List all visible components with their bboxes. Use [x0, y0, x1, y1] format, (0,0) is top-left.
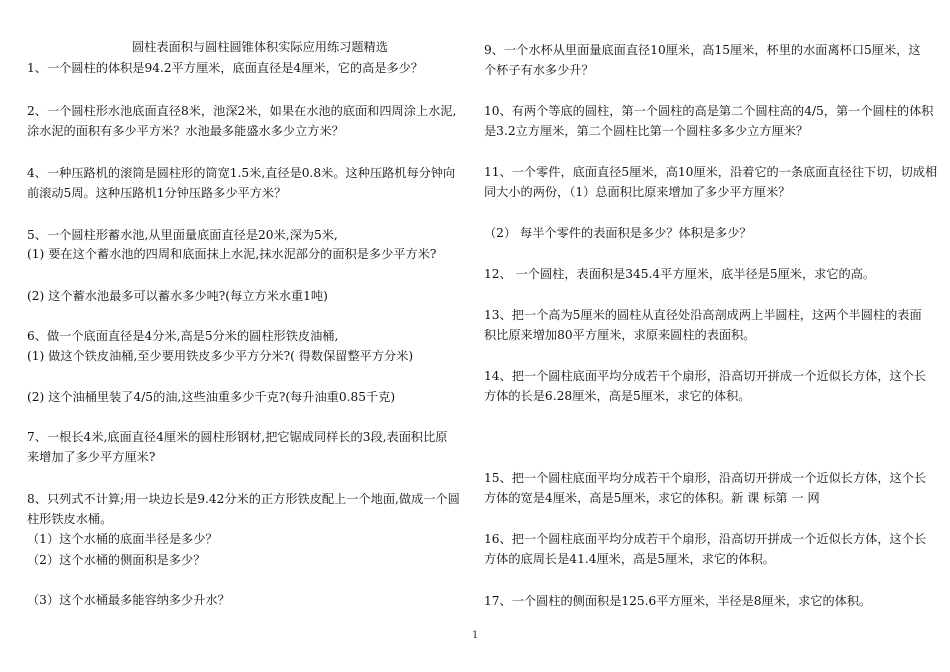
question-2-line-2: 涂水泥的面积有多少平方米？水池最多能盛水多少立方米？ [27, 124, 344, 138]
question-5-part-1: (1) 要在这个蓄水池的四周和底面抹上水泥,抹水泥部分的面积是多少平方米? [27, 247, 437, 261]
question-5-part-2: (2) 这个蓄水池最多可以蓄水多少吨?(每立方米水重1吨) [27, 289, 328, 303]
question-15-line-2: 方体的宽是4厘米，高是5厘米，求它的体积。新 课 标第 一 网 [484, 491, 820, 505]
question-14-line-1: 14、把一个圆柱底面平均分成若干个扇形，沿高切开拼成一个近似长方体，这个长 [484, 369, 927, 383]
question-9-line-2: 个杯子有水多少升？ [484, 63, 594, 77]
question-4-line-1: 4、一种压路机的滚筒是圆柱形的筒宽1.5米,直径是0.8米。这种压路机每分钟向 [27, 166, 456, 180]
question-5: 5、一个圆柱形蓄水池,从里面量底面直径是20米,深为5米, [27, 228, 338, 242]
question-16-line-2: 方体的底周长是41.4厘米，高是5厘米，求它的体积。 [484, 552, 775, 566]
question-17: 17、一个圆柱的侧面积是125.6平方厘米，半径是8厘米，求它的体积。 [484, 594, 872, 608]
question-6-part-2: (2) 这个油桶里装了4/5的油,这些油重多少千克?(每升油重0.85千克) [27, 390, 396, 404]
question-13-line-2: 积比原来增加80平方厘米，求原来圆柱的表面积。 [484, 328, 756, 342]
question-12: 12、 一个圆柱，表面积是345.4平方厘米，底半径是5厘米，求它的高。 [484, 267, 876, 281]
question-1: 1、一个圆柱的体积是94.2平方厘米，底面直径是4厘米，它的高是多少？ [27, 61, 424, 75]
question-8-part-3: （3）这个水桶最多能容纳多少升水？ [27, 593, 230, 607]
question-8-line-1: 8、只列式不计算;用一块边长是9.42分米的正方形铁皮配上一个地面,做成一个圆 [27, 492, 460, 506]
question-7-line-2: 来增加了多少平方厘米? [27, 450, 156, 464]
question-11-part-2: （2） 每半个零件的表面积是多少？体积是多少？ [484, 226, 752, 240]
question-11-line-2: 同大小的两份，（1）总面积比原来增加了多少平方厘米？ [484, 185, 791, 199]
question-11-line-1: 11、一个零件，底面直径5厘米，高10厘米，沿着它的一条底面直径往下切，切成相 [484, 165, 938, 179]
question-14-line-2: 方体的长是6.28厘米，高是5厘米，求它的体积。 [484, 389, 751, 403]
question-6: 6、做一个底面直径是4分米,高是5分米的圆柱形铁皮油桶, [27, 329, 339, 343]
question-8-part-2: （2）这个水桶的侧面积是多少？ [27, 553, 206, 567]
question-2-line-1: 2、一个圆柱形水池底面直径8米，池深2米，如果在水池的底面和四周涂上水泥, [27, 104, 457, 118]
question-8-line-2: 柱形铁皮水桶。 [27, 512, 113, 526]
question-4-line-2: 前滚动5周。这种压路机1分钟压路多少平方米？ [27, 186, 287, 200]
page-title: 圆柱表面积与圆柱圆锥体积实际应用练习题精选 [132, 40, 388, 54]
question-16-line-1: 16、把一个圆柱底面平均分成若干个扇形，沿高切开拼成一个近似长方体，这个长 [484, 532, 927, 546]
question-10-line-2: 是3.2立方厘米，第二个圆柱比第一个圆柱多多少立方厘米？ [484, 124, 809, 138]
question-10-line-1: 10、有两个等底的圆柱，第一个圆柱的高是第二个圆柱高的4/5，第一个圆柱的体积 [484, 104, 934, 118]
question-9-line-1: 9、一个水杯从里面量底面直径10厘米，高15厘米，杯里的水面离杯口5厘米，这 [484, 43, 921, 57]
page-number: 1 [472, 630, 479, 641]
question-8-part-1: （1）这个水桶的底面半径是多少？ [27, 532, 218, 546]
question-15-line-1: 15、把一个圆柱底面平均分成若干个扇形，沿高切开拼成一个近似长方体，这个长 [484, 471, 927, 485]
question-13-line-1: 13、把一个高为5厘米的圆柱从直径处沿高剖成两上半圆柱，这两个半圆柱的表面 [484, 308, 922, 322]
question-6-part-1: (1) 做这个铁皮油桶,至少要用铁皮多少平方分米?( 得数保留整平方分米) [27, 349, 414, 363]
question-7-line-1: 7、一根长4米,底面直径4厘米的圆柱形钢材,把它锯成同样长的3段,表面积比原 [27, 430, 448, 444]
